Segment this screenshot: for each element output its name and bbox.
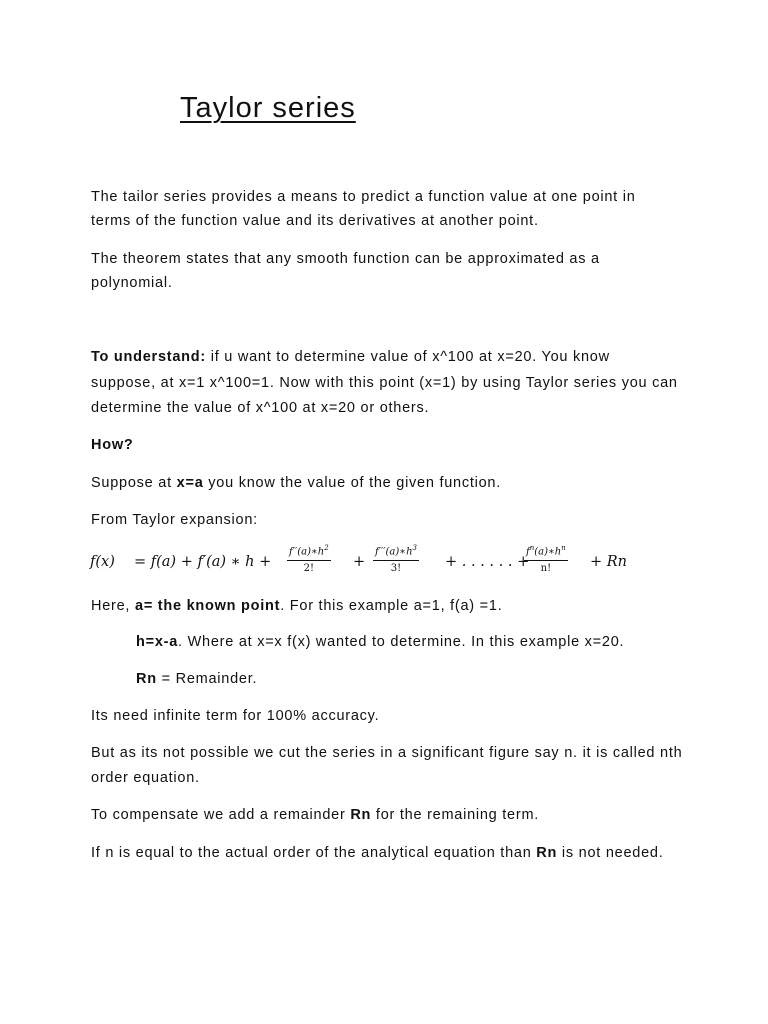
formula-remainder: + Rn: [590, 554, 628, 570]
order-bold: Rn: [536, 845, 558, 861]
understand-line-3: determine the value of x^100 at x=20 or others.: [91, 400, 430, 416]
compensate-post: for the remaining term.: [371, 807, 540, 823]
second-term-num-text: f′′(a)∗h: [289, 546, 325, 558]
h-definition: [136, 633, 624, 651]
formula-lhs: f(x): [90, 554, 115, 570]
cut-note-line-2: order equation.: [91, 770, 200, 786]
nth-term-order: n: [529, 544, 535, 552]
nth-term-numerator: [524, 540, 568, 561]
rn-bold: Rn: [136, 671, 157, 687]
compensate-note: [91, 806, 539, 824]
understand-line-1: [91, 348, 610, 366]
rn-rest: = Remainder.: [156, 671, 258, 687]
formula-third-term: [373, 540, 419, 577]
nth-term-exponent: n: [561, 544, 566, 552]
intro-line-1: The tailor series provides a means to predict a function value at one point in: [91, 189, 636, 205]
third-term-exponent: 3: [412, 544, 417, 552]
expansion-line: From Taylor expansion:: [91, 512, 258, 528]
theorem-line-2: polynomial.: [91, 275, 173, 291]
formula-nth-term: [524, 540, 568, 577]
here-post: . For this example a=1, f(a) =1.: [280, 598, 503, 614]
second-term-numerator: [287, 540, 331, 561]
order-pre: If n is equal to the actual order of the analytical equation than: [91, 845, 537, 861]
h-bold: h=x-a: [136, 634, 179, 650]
second-term-denominator: 2!: [303, 563, 315, 575]
how-heading: How?: [91, 437, 134, 453]
formula-second-term: [287, 540, 331, 577]
suppose-pre: Suppose at: [91, 475, 177, 491]
suppose-post: you know the value of the given function.: [203, 475, 502, 491]
formula-ellipsis: + . . . . . . +: [445, 554, 530, 570]
formula-first-terms: = f(a) + f′(a) ∗ h +: [134, 554, 272, 570]
taylor-formula: [90, 540, 650, 582]
nth-term-denominator: n!: [540, 563, 552, 575]
accuracy-note: Its need infinite term for 100% accuracy.: [91, 708, 380, 724]
understand-text: if u want to determine value of x^100 at x=20. You know: [205, 349, 610, 365]
here-pre: Here,: [91, 598, 135, 614]
page-title: Taylor series: [180, 92, 356, 124]
third-term-num-text: f′′′(a)∗h: [375, 546, 413, 558]
third-term-numerator: [373, 540, 419, 561]
h-rest: . Where at x=x f(x) wanted to determine. In this example x=20.: [178, 634, 625, 650]
rn-definition: [136, 670, 257, 688]
order-note: [91, 844, 664, 862]
order-post: is not needed.: [557, 845, 664, 861]
nth-term-num-text: (a)∗h: [534, 546, 562, 558]
third-term-denominator: 3!: [390, 563, 402, 575]
here-line: [91, 597, 502, 615]
understand-line-2: suppose, at x=1 x^100=1. Now with this point (x=1) by using Taylor series you can: [91, 375, 678, 391]
nth-term-f: f: [526, 546, 530, 558]
suppose-line: [91, 474, 501, 492]
second-term-exponent: 2: [324, 544, 329, 552]
compensate-pre: To compensate we add a remainder: [91, 807, 351, 823]
suppose-bold: x=a: [176, 475, 204, 491]
here-bold: a= the known point: [135, 598, 281, 614]
formula-plus: +: [353, 554, 366, 570]
understand-label: To understand:: [91, 349, 206, 365]
compensate-bold: Rn: [350, 807, 372, 823]
cut-note-line-1: But as its not possible we cut the series in a significant figure say n. it is called nth: [91, 745, 683, 761]
intro-line-2: terms of the function value and its derivatives at another point.: [91, 213, 539, 229]
theorem-line-1: The theorem states that any smooth function can be approximated as a: [91, 251, 600, 267]
